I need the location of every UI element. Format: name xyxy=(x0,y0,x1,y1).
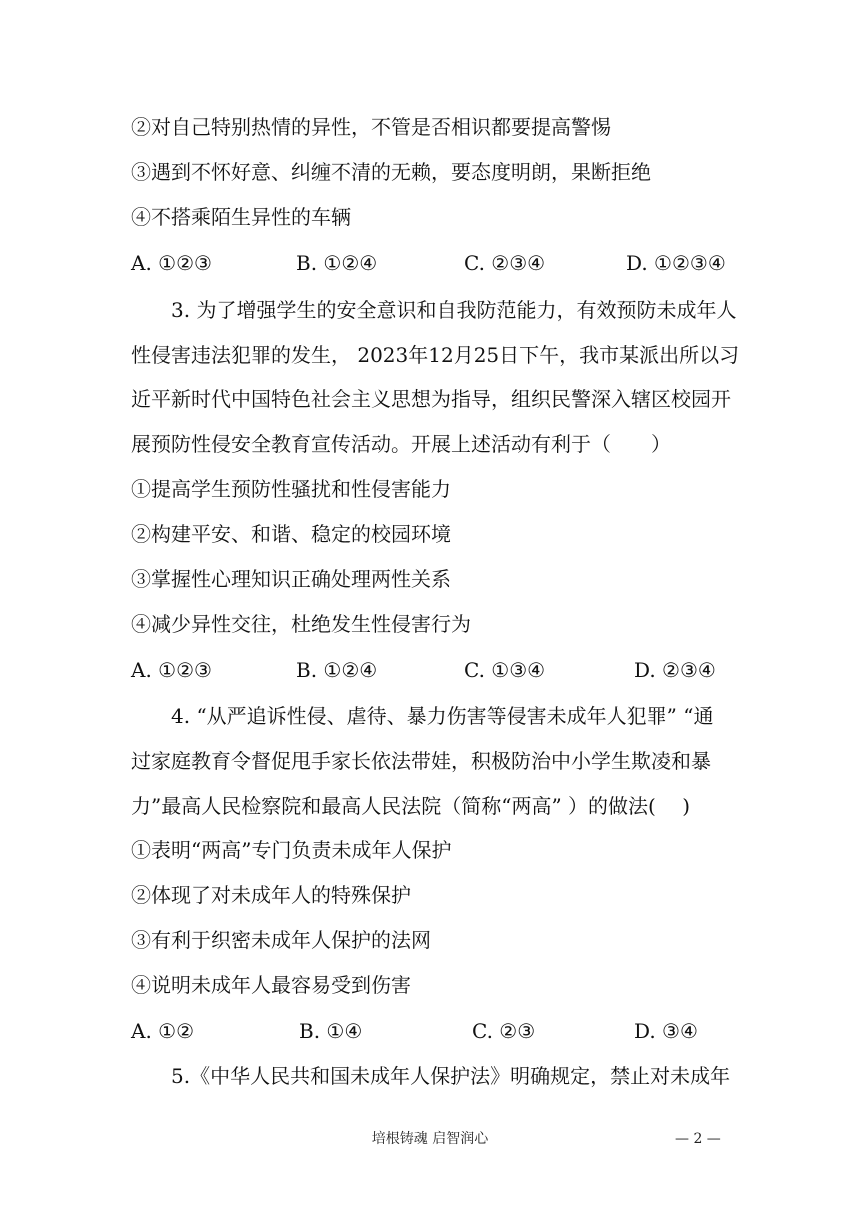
q2-option-c: C. ②③④ xyxy=(464,251,546,275)
q4-answer-options xyxy=(131,1018,731,1044)
q3-stem-line-3: 近平新时代中国特色社会主义思想为指导，组织民警深入辖区校园开 xyxy=(131,387,731,411)
q2-option-d: D. ①②③④ xyxy=(626,251,726,275)
q2-option-a: A. ①②③ xyxy=(131,251,212,275)
q2-choice-2: ②对自己特别热情的异性，不管是否相识都要提高警惕 xyxy=(131,115,611,139)
q2-choice-4: ④不搭乘陌生异性的车辆 xyxy=(131,205,351,229)
q4-option-d: D. ③④ xyxy=(634,1019,698,1043)
q4-choice-1: ①表明“两高”专门负责未成年人保护 xyxy=(131,838,452,862)
q4-option-b: B. ①④ xyxy=(299,1019,363,1043)
q2-choice-3: ③遇到不怀好意、纠缠不清的无赖，要态度明朗，果断拒绝 xyxy=(131,160,651,184)
q4-choice-4: ④说明未成年人最容易受到伤害 xyxy=(131,973,411,997)
q3-stem-line-2: 性侵害违法犯罪的发生， 2023年12月25日下午，我市某派出所以习 xyxy=(131,343,740,367)
q3-option-d: D. ②③④ xyxy=(634,658,716,682)
q4-option-c: C. ②③ xyxy=(472,1019,536,1043)
q4-choice-2: ②体现了对未成年人的特殊保护 xyxy=(131,883,411,907)
q4-choice-3: ③有利于织密未成年人保护的法网 xyxy=(131,928,431,952)
q4-stem-line-3: 力”最高人民检察院和最高人民法院（简称“两高” ）的做法( ) xyxy=(131,794,690,818)
q3-stem-line-1: 3. 为了增强学生的安全意识和自我防范能力，有效预防未成年人 xyxy=(171,298,737,322)
footer-slogan: 培根铸魂 启智润心 xyxy=(371,1131,489,1147)
q3-answer-options xyxy=(131,657,731,683)
page-number: — 2 — xyxy=(675,1131,721,1147)
q3-option-a: A. ①②③ xyxy=(131,658,212,682)
q4-stem-line-2: 过家庭教育令督促甩手家长依法带娃，积极防治中小学生欺凌和暴 xyxy=(131,749,711,773)
q3-choice-1: ①提高学生预防性骚扰和性侵害能力 xyxy=(131,477,451,501)
q4-stem-line-1: 4. “从严追诉性侵、虐待、暴力伤害等侵害未成年人犯罪” “通 xyxy=(171,704,714,728)
q5-stem-line-1: 5.《中华人民共和国未成年人保护法》明确规定，禁止对未成年 xyxy=(171,1064,731,1088)
q3-choice-2: ②构建平安、和谐、稳定的校园环境 xyxy=(131,522,451,546)
q3-option-c: C. ①③④ xyxy=(464,658,546,682)
q3-choice-3: ③掌握性心理知识正确处理两性关系 xyxy=(131,567,451,591)
q2-answer-options xyxy=(131,250,731,276)
q2-option-b: B. ①②④ xyxy=(296,251,378,275)
q3-stem-line-4: 展预防性侵安全教育宣传活动。开展上述活动有利于（ ） xyxy=(131,432,671,456)
q3-option-b: B. ①②④ xyxy=(296,658,378,682)
q3-choice-4: ④减少异性交往，杜绝发生性侵害行为 xyxy=(131,612,471,636)
q4-option-a: A. ①② xyxy=(131,1019,195,1043)
